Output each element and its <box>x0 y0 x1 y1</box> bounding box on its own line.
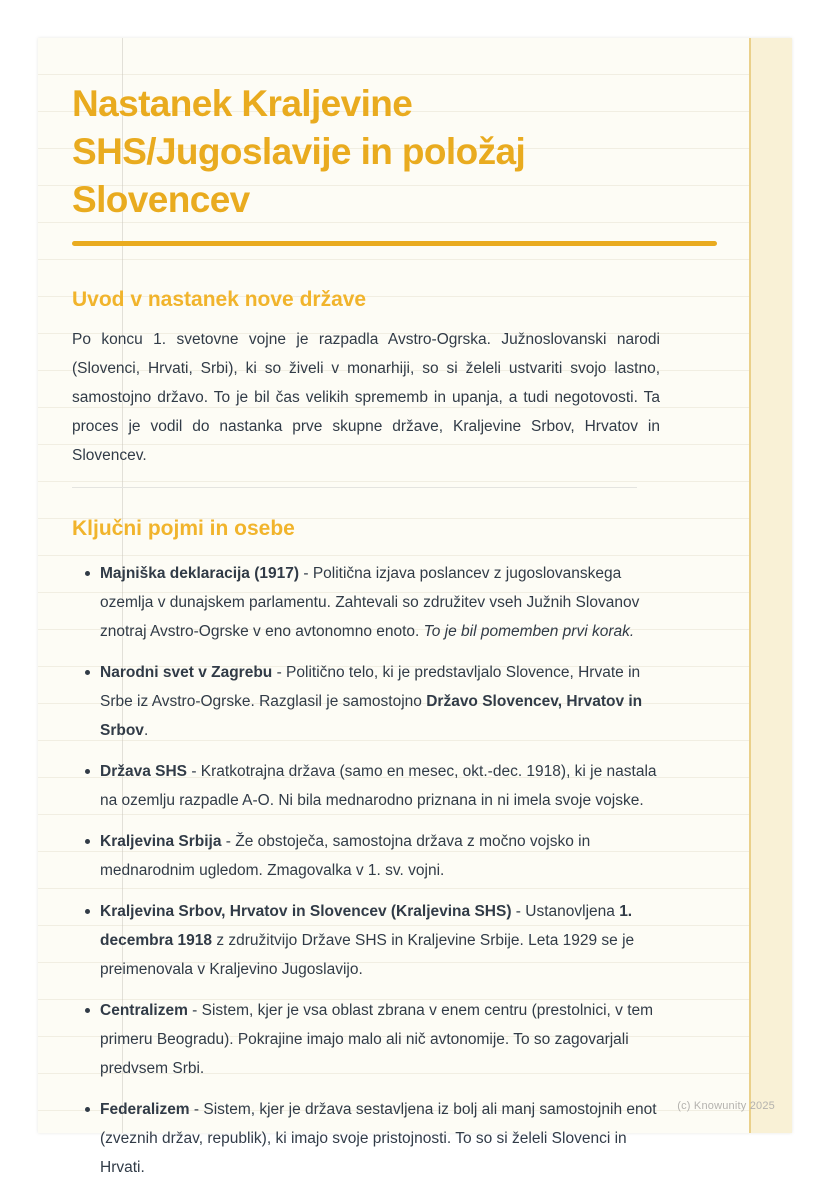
key-terms-list <box>72 559 664 1182</box>
list-item: Centralizem - Sistem, kjer je vsa oblast zbrana v enem centru (prestolnici, v tem primeru Beogradu). Pokrajine imajo malo ali nič avtonomije. To so zagovarjali predvsem Srbi. <box>72 996 664 1083</box>
list-item: Narodni svet v Zagrebu - Politično telo, ki je predstavljalo Slovence, Hrvate in Srbe iz Avstro-Ogrske. Razglasil je samostojno Državo Slovencev, Hrvatov in Srbov. <box>72 658 664 745</box>
list-item: Država SHS - Kratkotrajna država (samo en mesec, okt.-dec. 1918), ki je nastala na ozemlju razpadle A-O. Ni bila mednarodno priznana in ni imela svoje vojske. <box>72 757 664 815</box>
list-item: Kraljevina Srbov, Hrvatov in Slovencev (Kraljevina SHS) - Ustanovljena 1. decembra 1918 z združitvijo Države SHS in Kraljevine Srbije. Leta 1929 se je preimenovala v Kraljevino Jugoslavijo. <box>72 897 664 984</box>
intro-paragraph: Po koncu 1. svetovne vojne je razpadla Avstro-Ogrska. Južnoslovanski narodi (Slovenci, Hrvati, Srbi), ki so živeli v monarhiji, so si želeli ustvariti svojo lastno, samostojno državo. To je bil čas velikih sprememb in upanja, a tudi negotovosti. Ta proces je vodil do nastanka prve skupne države, Kraljevine Srbov, Hrvatov in Slovencev. <box>72 331 660 464</box>
section-divider <box>72 487 637 488</box>
list-item: Majniška deklaracija (1917) - Politična izjava poslancev z jugoslovanskega ozemlja v dunajskem parlamentu. Zahtevali so združitev vseh Južnih Slovanov znotraj Avstro-Ogrske v eno avtonomno enoto. To je bil pomemben prvi korak. <box>72 559 664 646</box>
document-content <box>72 38 718 1194</box>
title-underline-rule <box>72 241 717 246</box>
document-page <box>38 38 792 1176</box>
page-edge-stripe <box>749 38 792 1133</box>
list-item: Federalizem - Sistem, kjer je država sestavljena iz bolj ali manj samostojnih enot (zveznih držav, republik), ki imajo svoje pristojnosti. To so si želeli Slovenci in Hrvati. <box>72 1095 664 1182</box>
page-title: Nastanek Kraljevine SHS/Jugoslavije in položaj Slovencev <box>72 83 526 220</box>
section-heading-key-terms: Ključni pojmi in osebe <box>72 517 295 540</box>
copyright-credit: (c) Knowunity 2025 <box>677 1100 775 1112</box>
section-heading-intro: Uvod v nastanek nove države <box>72 288 367 311</box>
list-item: Kraljevina Srbija - Že obstoječa, samostojna država z močno vojsko in mednarodnim ugledom. Zmagovalka v 1. sv. vojni. <box>72 827 664 885</box>
